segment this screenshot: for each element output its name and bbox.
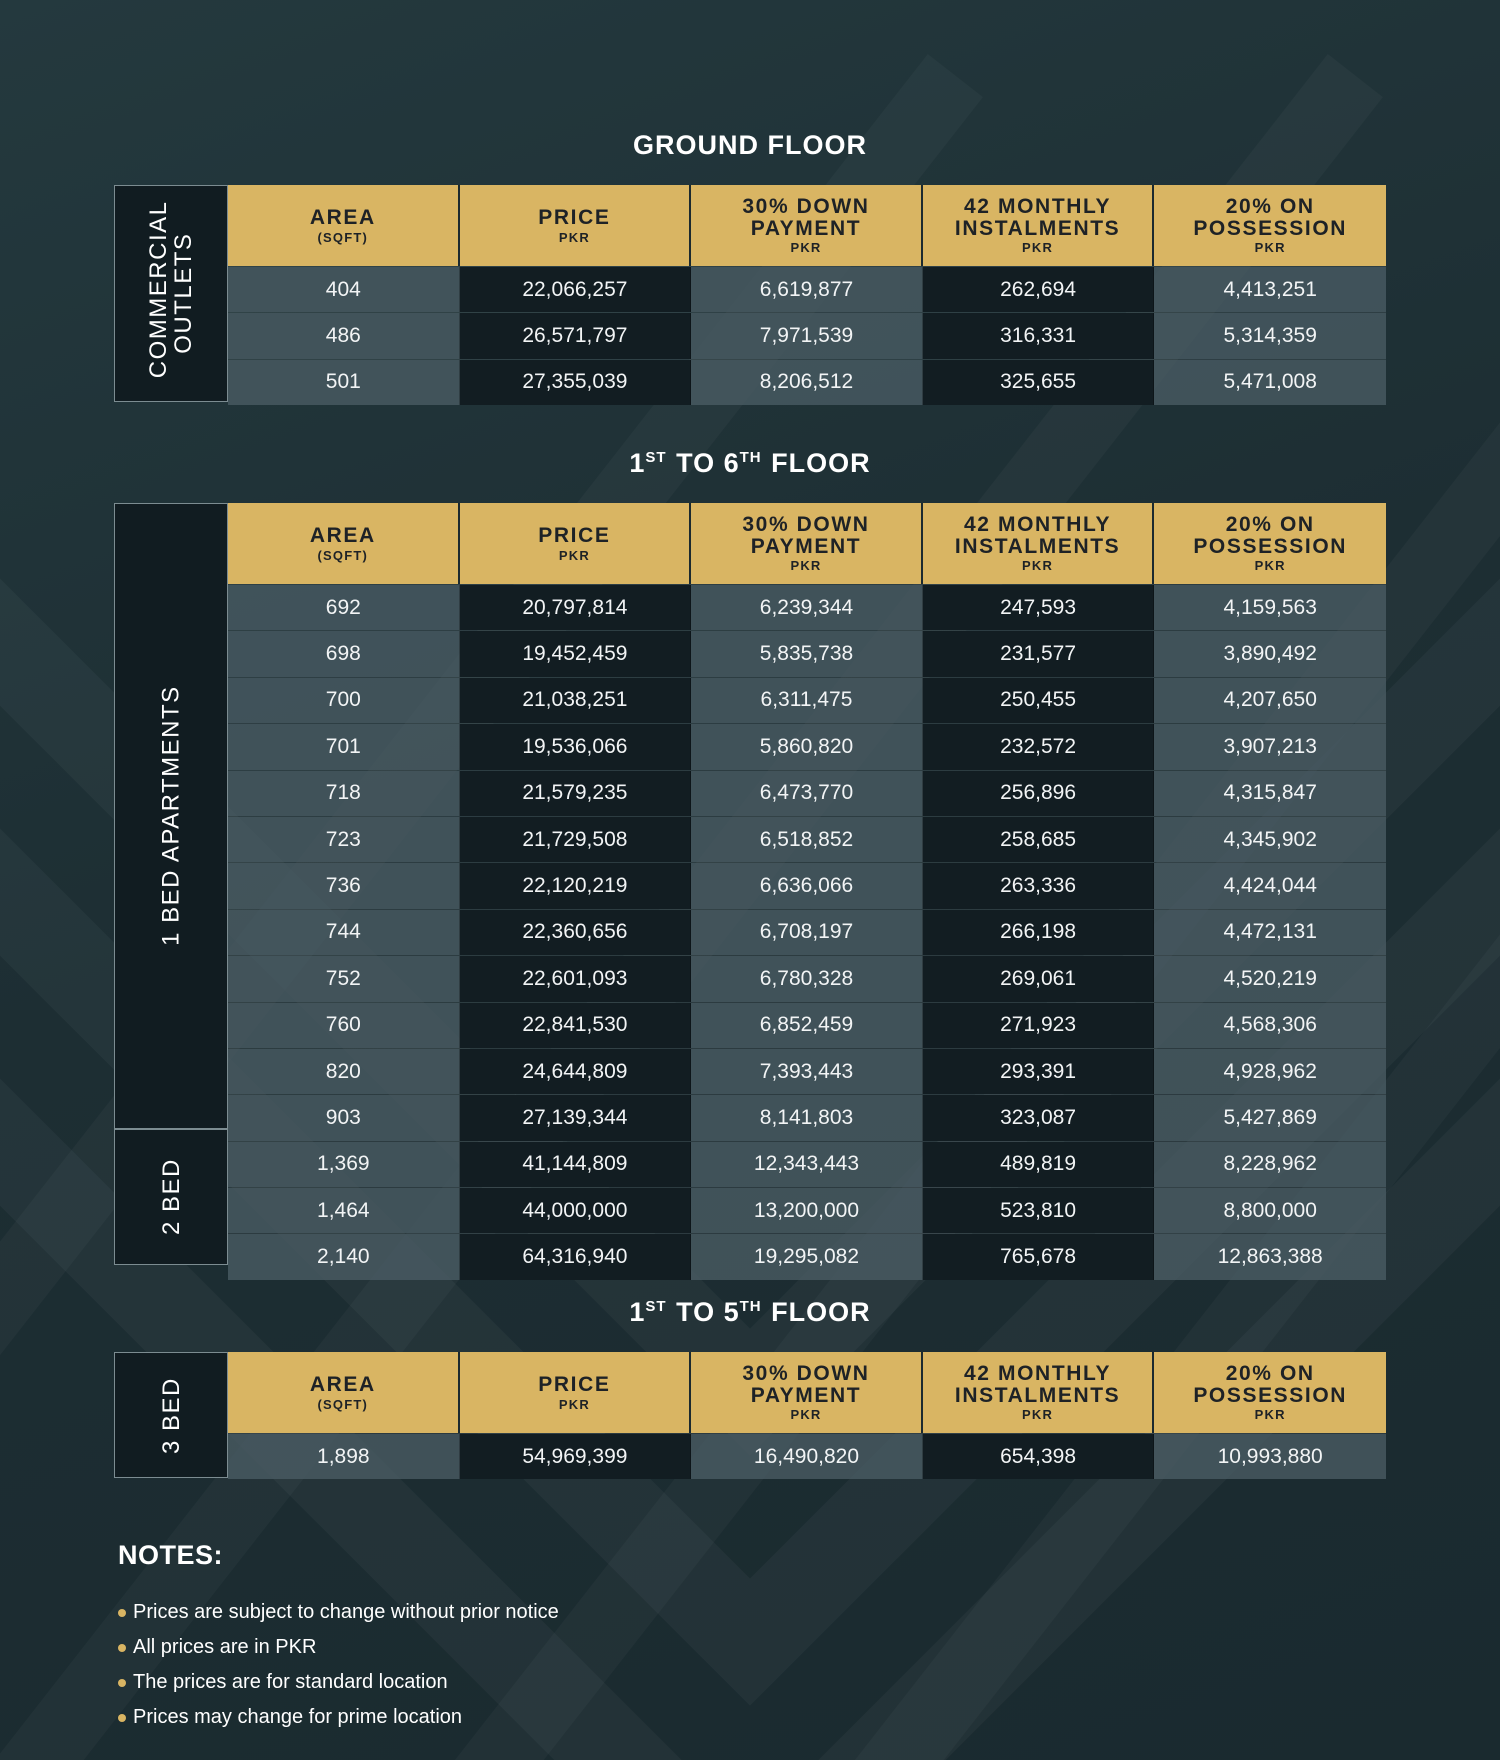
column-header: 30% DOWN PAYMENT PKR <box>691 1352 923 1433</box>
table-cell: 1,898 <box>228 1434 460 1479</box>
table-cell: 293,391 <box>923 1049 1155 1094</box>
table-cell: 54,969,399 <box>460 1434 692 1479</box>
table-cell: 3,907,213 <box>1154 724 1386 769</box>
bullet-icon <box>118 1609 126 1617</box>
table-cell: 692 <box>228 585 460 630</box>
table-cell: 26,571,797 <box>460 313 692 358</box>
note-item: The prices are for standard location <box>118 1665 559 1700</box>
table-cell: 325,655 <box>923 360 1155 405</box>
note-item: All prices are in PKR <box>118 1630 559 1665</box>
table-cell: 44,000,000 <box>460 1188 692 1233</box>
table-cell: 41,144,809 <box>460 1142 692 1187</box>
table-cell: 6,852,459 <box>691 1003 923 1048</box>
table-row <box>228 312 1386 358</box>
table-cell: 266,198 <box>923 910 1155 955</box>
table-cell: 760 <box>228 1003 460 1048</box>
column-header: 30% DOWN PAYMENT PKR <box>691 185 923 266</box>
table-cell: 5,471,008 <box>1154 360 1386 405</box>
table-cell: 501 <box>228 360 460 405</box>
table-cell: 6,708,197 <box>691 910 923 955</box>
table-cell: 404 <box>228 267 460 312</box>
table-row <box>228 1002 1386 1048</box>
table-cell: 2,140 <box>228 1234 460 1279</box>
table-cell: 20,797,814 <box>460 585 692 630</box>
table-cell: 5,427,869 <box>1154 1095 1386 1140</box>
table-cell: 5,835,738 <box>691 631 923 676</box>
note-item: Prices may change for prime location <box>118 1700 559 1735</box>
column-header: PRICE PKR <box>460 503 692 584</box>
column-header: 30% DOWN PAYMENT PKR <box>691 503 923 584</box>
table-cell: 4,520,219 <box>1154 956 1386 1001</box>
table-row <box>228 1094 1386 1140</box>
table-row <box>228 1141 1386 1187</box>
table-cell: 718 <box>228 771 460 816</box>
bullet-icon <box>118 1644 126 1652</box>
table-cell: 4,207,650 <box>1154 678 1386 723</box>
table-cell: 19,452,459 <box>460 631 692 676</box>
table-cell: 316,331 <box>923 313 1155 358</box>
table-cell: 1,369 <box>228 1142 460 1187</box>
table-cell: 8,228,962 <box>1154 1142 1386 1187</box>
column-header: AREA (SQFT) <box>228 185 460 266</box>
table-cell: 4,345,902 <box>1154 817 1386 862</box>
notes-section <box>118 1540 559 1735</box>
table-cell: 22,120,219 <box>460 863 692 908</box>
table-cell: 701 <box>228 724 460 769</box>
table-cell: 744 <box>228 910 460 955</box>
price-table <box>114 1352 1386 1478</box>
table-row <box>228 816 1386 862</box>
table-cell: 232,572 <box>923 724 1155 769</box>
table-cell: 654,398 <box>923 1434 1155 1479</box>
note-item: Prices are subject to change without prior notice <box>118 1595 559 1630</box>
table-cell: 736 <box>228 863 460 908</box>
table-row <box>228 770 1386 816</box>
table-cell: 27,139,344 <box>460 1095 692 1140</box>
table-cell: 698 <box>228 631 460 676</box>
table-cell: 22,601,093 <box>460 956 692 1001</box>
table-row <box>228 862 1386 908</box>
table-cell: 21,579,235 <box>460 771 692 816</box>
table-cell: 4,472,131 <box>1154 910 1386 955</box>
price-table <box>114 185 1386 402</box>
table-row <box>228 359 1386 405</box>
table-cell: 4,424,044 <box>1154 863 1386 908</box>
table-row <box>228 1233 1386 1279</box>
table-cell: 258,685 <box>923 817 1155 862</box>
table-cell: 820 <box>228 1049 460 1094</box>
table-cell: 323,087 <box>923 1095 1155 1140</box>
section-title: 1ST TO 5TH FLOOR <box>629 1297 871 1327</box>
table-cell: 21,729,508 <box>460 817 692 862</box>
column-header: 20% ON POSSESSION PKR <box>1154 185 1386 266</box>
header-row <box>228 1352 1386 1433</box>
table-cell: 256,896 <box>923 771 1155 816</box>
table-cell: 19,536,066 <box>460 724 692 769</box>
table-cell: 4,315,847 <box>1154 771 1386 816</box>
table-cell: 6,780,328 <box>691 956 923 1001</box>
table-cell: 489,819 <box>923 1142 1155 1187</box>
table-row <box>228 677 1386 723</box>
table-cell: 21,038,251 <box>460 678 692 723</box>
table-row <box>228 955 1386 1001</box>
table-cell: 4,568,306 <box>1154 1003 1386 1048</box>
table-cell: 4,159,563 <box>1154 585 1386 630</box>
price-grid <box>228 503 1386 1280</box>
table-cell: 24,644,809 <box>460 1049 692 1094</box>
table-cell: 269,061 <box>923 956 1155 1001</box>
section-title: 1ST TO 6TH FLOOR <box>629 448 871 478</box>
price-grid <box>228 1352 1386 1479</box>
unit-type-label: 1 BED APARTMENTS <box>114 503 228 1129</box>
table-cell: 271,923 <box>923 1003 1155 1048</box>
notes-title: NOTES: <box>118 1540 224 1570</box>
table-cell: 3,890,492 <box>1154 631 1386 676</box>
column-header: 42 MONTHLY INSTALMENTS PKR <box>923 1352 1155 1433</box>
price-grid <box>228 185 1386 405</box>
unit-type-label: 3 BED <box>114 1352 228 1478</box>
table-cell: 723 <box>228 817 460 862</box>
table-cell: 7,393,443 <box>691 1049 923 1094</box>
table-cell: 4,413,251 <box>1154 267 1386 312</box>
table-cell: 5,314,359 <box>1154 313 1386 358</box>
table-cell: 22,841,530 <box>460 1003 692 1048</box>
table-cell: 262,694 <box>923 267 1155 312</box>
table-cell: 12,863,388 <box>1154 1234 1386 1279</box>
table-row <box>228 584 1386 630</box>
table-row <box>228 1048 1386 1094</box>
table-cell: 700 <box>228 678 460 723</box>
table-cell: 250,455 <box>923 678 1155 723</box>
table-row <box>228 909 1386 955</box>
table-cell: 22,360,656 <box>460 910 692 955</box>
table-cell: 13,200,000 <box>691 1188 923 1233</box>
column-header: 42 MONTHLY INSTALMENTS PKR <box>923 503 1155 584</box>
column-header: AREA (SQFT) <box>228 1352 460 1433</box>
table-cell: 8,800,000 <box>1154 1188 1386 1233</box>
header-row <box>228 503 1386 584</box>
column-header: PRICE PKR <box>460 1352 692 1433</box>
table-cell: 19,295,082 <box>691 1234 923 1279</box>
column-header: PRICE PKR <box>460 185 692 266</box>
table-cell: 22,066,257 <box>460 267 692 312</box>
table-row <box>228 723 1386 769</box>
table-row <box>228 266 1386 312</box>
table-cell: 6,636,066 <box>691 863 923 908</box>
table-cell: 6,518,852 <box>691 817 923 862</box>
price-table <box>114 503 1386 1269</box>
table-cell: 1,464 <box>228 1188 460 1233</box>
table-cell: 8,206,512 <box>691 360 923 405</box>
table-row <box>228 630 1386 676</box>
table-cell: 523,810 <box>923 1188 1155 1233</box>
column-header: 20% ON POSSESSION PKR <box>1154 1352 1386 1433</box>
table-cell: 64,316,940 <box>460 1234 692 1279</box>
table-cell: 6,473,770 <box>691 771 923 816</box>
table-cell: 486 <box>228 313 460 358</box>
table-cell: 6,619,877 <box>691 267 923 312</box>
table-cell: 752 <box>228 956 460 1001</box>
bullet-icon <box>118 1714 126 1722</box>
table-cell: 10,993,880 <box>1154 1434 1386 1479</box>
table-cell: 6,239,344 <box>691 585 923 630</box>
table-cell: 4,928,962 <box>1154 1049 1386 1094</box>
bullet-icon <box>118 1679 126 1687</box>
table-row <box>228 1187 1386 1233</box>
column-header: 42 MONTHLY INSTALMENTS PKR <box>923 185 1155 266</box>
table-cell: 6,311,475 <box>691 678 923 723</box>
table-cell: 8,141,803 <box>691 1095 923 1140</box>
table-cell: 27,355,039 <box>460 360 692 405</box>
table-cell: 765,678 <box>923 1234 1155 1279</box>
table-cell: 247,593 <box>923 585 1155 630</box>
table-cell: 5,860,820 <box>691 724 923 769</box>
unit-type-label: COMMERCIAL OUTLETS <box>114 185 228 402</box>
column-header: AREA (SQFT) <box>228 503 460 584</box>
unit-type-label: 2 BED <box>114 1129 228 1265</box>
table-cell: 263,336 <box>923 863 1155 908</box>
table-row <box>228 1433 1386 1479</box>
header-row <box>228 185 1386 266</box>
column-header: 20% ON POSSESSION PKR <box>1154 503 1386 584</box>
table-cell: 7,971,539 <box>691 313 923 358</box>
table-cell: 231,577 <box>923 631 1155 676</box>
table-cell: 903 <box>228 1095 460 1140</box>
table-cell: 16,490,820 <box>691 1434 923 1479</box>
section-title: GROUND FLOOR <box>633 130 867 160</box>
table-cell: 12,343,443 <box>691 1142 923 1187</box>
